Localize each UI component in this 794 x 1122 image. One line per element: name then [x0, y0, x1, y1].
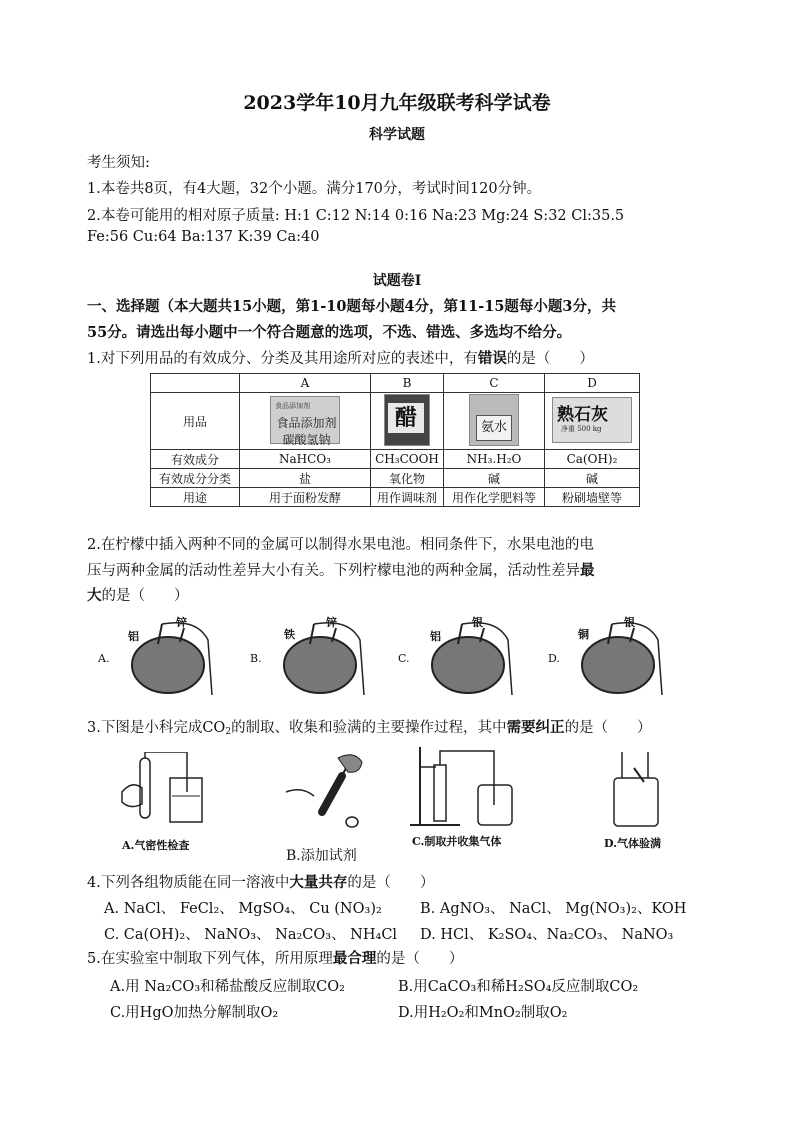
q2-line-3: 大的是（ ） [87, 587, 189, 604]
q1-table [150, 373, 640, 507]
item-image-d: 熟石灰 净重 500 kg [545, 393, 640, 450]
ingredient-b: CH₃COOH [371, 450, 444, 469]
exam-subtitle: 科学试题 [369, 127, 425, 143]
ingredient-d: Ca(OH)₂ [545, 450, 640, 469]
caption-a: A.气密性检查 [122, 839, 190, 852]
item-image-c: 氨水 [444, 393, 545, 450]
category-d: 碱 [545, 469, 640, 488]
q5-stem: 5.在实验室中制取下列气体，所用原理最合理的是（ ） [87, 950, 464, 967]
section-heading-1: 一、选择题（本大题共15小题，第1-10题每小题4分，第11-15题每小题3分，共 [87, 298, 617, 315]
usage-a: 用于面粉发酵 [240, 488, 371, 507]
lemon-battery-icon [422, 620, 522, 700]
row-label-usage: 用途 [151, 488, 240, 507]
section-label: 试题卷I [372, 273, 422, 289]
row-label-category: 有效成分分类 [151, 469, 240, 488]
exam-title: 2023学年10月九年级联考科学试卷 [243, 92, 551, 114]
lemon-battery-icon [572, 620, 672, 700]
col-header-d: D [545, 374, 640, 393]
notice-item-1: 1.本卷共8页，有4大题，32个小题。满分170分，考试时间120分钟。 [87, 181, 542, 197]
category-a: 盐 [240, 469, 371, 488]
usage-d: 粉刷墙壁等 [545, 488, 640, 507]
add-reagent-icon [282, 752, 382, 832]
ingredient-c: NH₃.H₂O [444, 450, 545, 469]
q4-option-c: C. Ca(OH)₂、 NaNO₃、 Na₂CO₃、 NH₄Cl [104, 927, 398, 943]
notice-item-2-cont: Fe:56 Cu:64 Ba:137 K:39 Ca:40 [87, 229, 320, 245]
category-c: 碱 [444, 469, 545, 488]
q5-option-a: A.用 Na₂CO₃和稀盐酸反应制取CO₂ [110, 979, 345, 995]
col-header-b: B [371, 374, 444, 393]
lemon-battery-icon [274, 620, 374, 700]
notice-item-2: 2.本卷可能用的相对原子质量: H:1 C:12 N:14 0:16 Na:23 Mg:24 S:32 Cl:35.5 [87, 208, 625, 224]
gas-full-test-icon [608, 748, 678, 833]
notice-heading: 考生须知: [87, 155, 150, 171]
usage-c: 用作化学肥料等 [444, 488, 545, 507]
airtightness-check-icon [112, 752, 212, 832]
row-label-ingredient: 有效成分 [151, 450, 240, 469]
usage-b: 用作调味剂 [371, 488, 444, 507]
caption-d: D.气体验满 [604, 837, 661, 850]
q1-stem: 1.对下列用品的有效成分、分类及其用途所对应的表述中，有错误的是（ ） [87, 350, 594, 367]
col-header-a: A [240, 374, 371, 393]
caption-c: C.制取并收集气体 [412, 835, 502, 848]
category-b: 氧化物 [371, 469, 444, 488]
col-header-c: C [444, 374, 545, 393]
q4-stem: 4.下列各组物质能在同一溶液中大量共存的是（ ） [87, 874, 435, 891]
q4-option-b: B. AgNO₃、 NaCl、 Mg(NO₃)₂、KOH [420, 901, 687, 917]
q3-stem: 3.下图是小科完成$CO_2$的制取、收集和验满的主要操作过程，其中需要纠正的是（ ） [87, 719, 652, 737]
section-heading-2: 55分。请选出每小题中一个符合题意的选项，不选、错选、多选均不给分。 [87, 324, 572, 341]
lemon-battery-icon [122, 620, 222, 700]
item-image-b: 醋 [371, 393, 444, 450]
row-label-item: 用品 [151, 393, 240, 450]
q4-option-a: A. NaCl、 FeCl₂、 MgSO₄、 Cu (NO₃)₂ [104, 901, 382, 917]
q2-line-1: 2.在柠檬中插入两种不同的金属可以制得水果电池。相同条件下，水果电池的电 [87, 537, 594, 553]
item-image-a: 食品添加剂 食品添加剂 碳酸氢钠 [240, 393, 371, 450]
gas-collection-icon [410, 745, 520, 830]
q4-option-d: D. HCl、 K₂SO₄、Na₂CO₃、 NaNO₃ [420, 927, 674, 943]
q2-line-2: 压与两种金属的活动性差异大小有关。下列柠檬电池的两种金属，活动性差异最 [87, 562, 595, 579]
q5-option-c: C.用HgO加热分解制取O₂ [110, 1005, 279, 1021]
q5-option-b: B.用CaCO₃和稀H₂SO₄反应制取CO₂ [398, 979, 639, 995]
ingredient-a: NaHCO₃ [240, 450, 371, 469]
q5-option-d: D.用H₂O₂和MnO₂制取O₂ [398, 1005, 568, 1021]
caption-b: B.添加试剂 [286, 848, 357, 864]
